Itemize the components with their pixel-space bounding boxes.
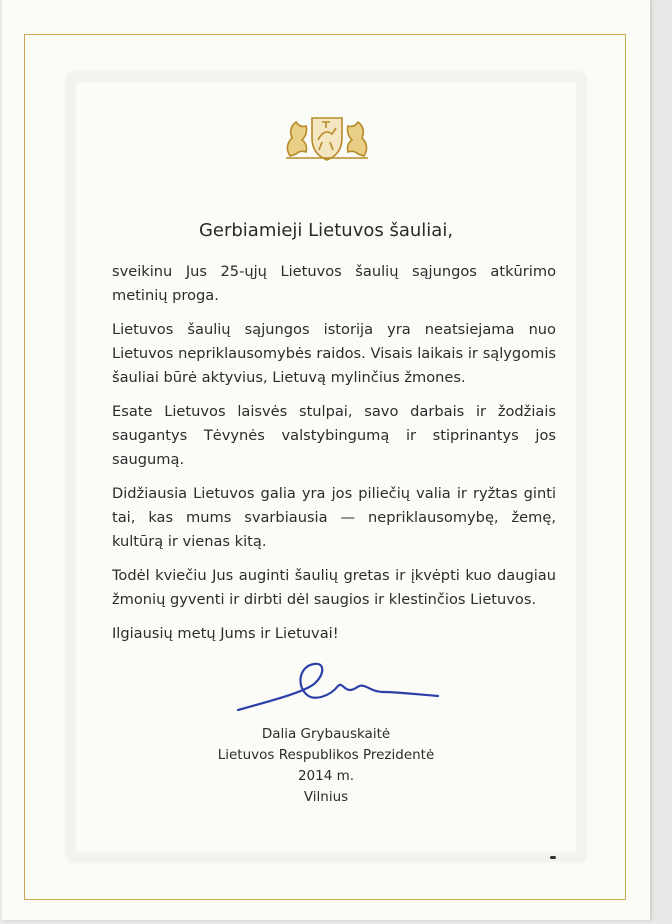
letter-body bbox=[112, 260, 556, 656]
signer-title: Lietuvos Respublikos Prezidentė bbox=[217, 747, 435, 763]
signature-icon bbox=[234, 656, 444, 716]
signer-name: Dalia Grybauskaitė bbox=[261, 726, 391, 742]
place: Vilnius bbox=[303, 789, 349, 805]
letter-card bbox=[2, 0, 650, 920]
coat-of-arms-icon bbox=[282, 110, 372, 162]
paragraph: Ilgiausių metų Jums ir Lietuvai! bbox=[112, 625, 339, 642]
paragraph: Lietuvos šaulių sąjungos istorija yra neatsiejama nuo Lietuvos nepriklausomybės raidos. Visais laikais ir sąlygomis šauliai būrė aktyvius, Lietuvą mylinčius žmones. bbox=[112, 321, 556, 386]
ink-speck bbox=[550, 856, 556, 859]
date: 2014 m. bbox=[297, 768, 355, 784]
paragraph: Didžiausia Lietuvos galia yra jos piliečių valia ir ryžtas ginti tai, kas mums svarbiausia — nepriklausomybę, žemę, kultūrą ir vienas kitą. bbox=[112, 485, 556, 550]
paragraph: Todėl kviečiu Jus auginti šaulių gretas ir įkvėpti kuo daugiau žmonių gyventi ir dirbti dėl saugios ir klestinčios Lietuvos. bbox=[112, 567, 556, 608]
salutation: Gerbiamieji Lietuvos šauliai, bbox=[198, 220, 454, 241]
signer-block bbox=[2, 724, 650, 808]
paragraph: sveikinu Jus 25-ųjų Lietuvos šaulių sąjungos atkūrimo metinių proga. bbox=[112, 263, 556, 304]
paragraph: Esate Lietuvos laisvės stulpai, savo darbais ir žodžiais saugantys Tėvynės valstybingumą ir stiprinantys jos saugumą. bbox=[112, 403, 556, 468]
